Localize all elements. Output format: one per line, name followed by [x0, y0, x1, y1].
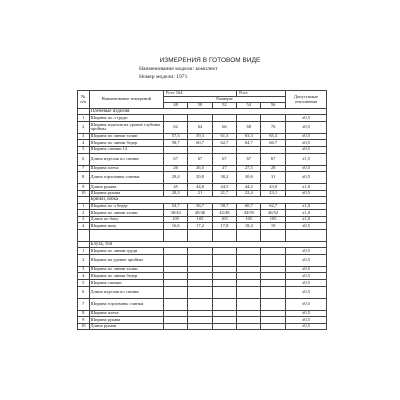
size-value [163, 147, 187, 154]
tolerance-value: ±0,5 [285, 121, 326, 133]
header-name: Наименование измерений [89, 91, 163, 109]
tolerance-value: ±0,5 [285, 223, 326, 230]
measurement-name: Ширина спинки 14 [89, 147, 163, 154]
size-value [188, 147, 212, 154]
table-row [78, 266, 327, 273]
size-value [212, 266, 236, 273]
size-value [212, 280, 236, 287]
size-value: 105 [237, 216, 261, 223]
size-value: 46/52 [261, 210, 285, 217]
row-number: 4 [78, 140, 90, 147]
size-value [188, 310, 212, 317]
measurement-name: Длина по боку [89, 216, 163, 223]
table-body [78, 109, 327, 330]
table-row [78, 140, 327, 147]
table-row [78, 280, 327, 287]
size-value: 67 [261, 153, 285, 165]
size-value [163, 254, 187, 266]
measurement-name: Ширина изделия на уровне глубины проймы [89, 121, 163, 133]
size-value [212, 115, 236, 122]
size-value [237, 248, 261, 255]
size-value: 23,1 [261, 190, 285, 197]
size-value: 38/44 [163, 210, 187, 217]
tolerance-value: ±0,5 [285, 310, 326, 317]
size-value [212, 310, 236, 317]
size-value: 57,3 [163, 133, 187, 140]
size-value [212, 254, 236, 266]
size-value [163, 286, 187, 298]
size-value: 67 [212, 153, 236, 165]
size-value: 43,9 [261, 184, 285, 191]
size-value: 19 [261, 223, 285, 230]
row-number: 9 [78, 317, 90, 324]
tolerance-value: ±1,5 [285, 153, 326, 165]
tolerance-value: ±0,5 [285, 317, 326, 324]
row-number: 5 [78, 280, 90, 287]
size-value [261, 273, 285, 280]
tolerance-value: ±0,5 [285, 190, 326, 197]
model-name-line: Наименование модели: комплект [139, 66, 218, 72]
size-value: 60,7 [188, 140, 212, 147]
table-row [78, 203, 327, 210]
table-row [78, 184, 327, 191]
size-value [163, 266, 187, 273]
size-value: 21,7 [212, 190, 236, 197]
table-row [78, 298, 327, 310]
tolerance-value: ±0,5 [285, 280, 326, 287]
measurement-name: Ширина по линии груди [89, 248, 163, 255]
size-value: 18,4 [237, 223, 261, 230]
table-row [78, 223, 327, 230]
size-value: 40/46 [188, 210, 212, 217]
size-value: 62,7 [212, 140, 236, 147]
size-value: 58,7 [212, 203, 236, 210]
measurement-name: Ширина спинки [89, 280, 163, 287]
table-row [78, 172, 327, 184]
table-row [78, 286, 327, 298]
row-number: 1 [78, 248, 90, 255]
row-number: 1 [78, 203, 90, 210]
size-value: 62 [163, 121, 187, 133]
row-number: 3 [78, 133, 90, 140]
size-value: 60,7 [237, 203, 261, 210]
size-value: 59,3 [188, 133, 212, 140]
table-row [78, 317, 327, 324]
measurement-name: Длина рукава [89, 184, 163, 191]
size-value: 44,5 [212, 184, 236, 191]
size-value [261, 286, 285, 298]
tolerance-value: ±0,5 [285, 172, 326, 184]
size-value: 29,4 [163, 172, 187, 184]
size-value: 17,2 [188, 223, 212, 230]
size-value: 17,8 [212, 223, 236, 230]
header-size: 48 [163, 103, 187, 109]
size-value: 105 [163, 216, 187, 223]
size-value [237, 266, 261, 273]
size-value [212, 147, 236, 154]
size-value [261, 248, 285, 255]
row-number: 3 [78, 216, 90, 223]
row-number: 2 [78, 121, 90, 133]
row-number: 4 [78, 273, 90, 280]
measurement-name: Длина изделия по спинке [89, 153, 163, 165]
size-value [237, 254, 261, 266]
size-value: 62,7 [261, 203, 285, 210]
row-number: 7 [78, 298, 90, 310]
measurement-name: Длина изделия по спинке [89, 286, 163, 298]
measurement-name: Длина рукава [89, 323, 163, 330]
size-value: 26 [163, 165, 187, 172]
measurement-name: Ширина рукава [89, 317, 163, 324]
size-value [212, 317, 236, 324]
size-value [188, 273, 212, 280]
size-value: 44,2 [237, 184, 261, 191]
row-number: 10 [78, 323, 90, 330]
table-row [78, 147, 327, 154]
measurement-name: Ширина плеча [89, 310, 163, 317]
size-value: 68 [237, 121, 261, 133]
table-row [78, 121, 327, 133]
size-value [188, 248, 212, 255]
size-value: 45 [163, 184, 187, 191]
section-title: Брюки, юбка [89, 197, 326, 203]
size-value: 44/50 [237, 210, 261, 217]
size-value [163, 248, 187, 255]
size-value [212, 286, 236, 298]
size-value: 61,3 [212, 133, 236, 140]
header-size: 52 [212, 103, 236, 109]
size-value: 27,5 [237, 165, 261, 172]
header-height-1: Рост 164 [163, 91, 236, 97]
size-value [237, 273, 261, 280]
size-value [261, 254, 285, 266]
table-row [78, 133, 327, 140]
size-value [261, 323, 285, 330]
size-value [188, 323, 212, 330]
row-number: 8 [78, 310, 90, 317]
size-value: 31 [261, 172, 285, 184]
size-value: 30,6 [237, 172, 261, 184]
size-value [237, 147, 261, 154]
size-value: 54,7 [163, 203, 187, 210]
size-value: 26,5 [188, 165, 212, 172]
tolerance-value: ±0,5 [285, 266, 326, 273]
size-value: 22,4 [237, 190, 261, 197]
size-value: 64 [188, 121, 212, 133]
size-value: 66,7 [261, 140, 285, 147]
size-value [261, 266, 285, 273]
size-value: 67 [163, 153, 187, 165]
size-value [237, 286, 261, 298]
size-value: 27 [212, 165, 236, 172]
table-row [78, 323, 327, 330]
tolerance-value: ±0,5 [285, 273, 326, 280]
row-number: 2 [78, 210, 90, 217]
measurement-name: Ширина по линии талии [89, 210, 163, 217]
tolerance-value: ±0,5 [285, 254, 326, 266]
size-value: 105 [212, 216, 236, 223]
size-value: 63,3 [237, 133, 261, 140]
measurement-name: Ширина по л груди [89, 115, 163, 122]
measurements-table [77, 90, 327, 330]
size-value: 44,8 [188, 184, 212, 191]
table-row [78, 190, 327, 197]
tolerance-value: ±0,5 [285, 147, 326, 154]
size-value [261, 310, 285, 317]
size-value [261, 280, 285, 287]
size-value: 58,7 [163, 140, 187, 147]
section-title: Плечевые изделия [89, 109, 326, 115]
size-value: 105 [188, 216, 212, 223]
tolerance-value: ±0,5 [285, 133, 326, 140]
row-number: 9 [78, 184, 90, 191]
section-title: Блуза, топ [89, 242, 326, 248]
size-value [212, 323, 236, 330]
tolerance-value: ±0,5 [285, 323, 326, 330]
model-number-line: Номер модели: 1971 [139, 74, 188, 80]
size-value [188, 254, 212, 266]
size-value [237, 298, 261, 310]
measurement-name: Ширина рукава [89, 190, 163, 197]
measurement-name: Ширина по линии талии [89, 133, 163, 140]
table-row [78, 254, 327, 266]
row-number: 6 [78, 153, 90, 165]
row-number: 10 [78, 190, 90, 197]
tolerance-value: ±0,5 [285, 286, 326, 298]
size-value [188, 280, 212, 287]
size-value: 28 [261, 165, 285, 172]
size-value: 21 [188, 190, 212, 197]
size-value: 66 [212, 121, 236, 133]
size-value [237, 323, 261, 330]
tolerance-value: ±1,0 [285, 203, 326, 210]
row-number: 5 [78, 147, 90, 154]
measurement-name: Ширина низу [89, 223, 163, 230]
measurement-name: Ширина по л бедер [89, 203, 163, 210]
table-row [78, 153, 327, 165]
size-value: 20,3 [163, 190, 187, 197]
size-value [237, 310, 261, 317]
header-sizes-label: Размеры [163, 97, 285, 103]
size-value: 105 [261, 216, 285, 223]
table-row [78, 210, 327, 217]
size-value: 67 [237, 153, 261, 165]
size-value [163, 298, 187, 310]
row-number: 7 [78, 165, 90, 172]
table-row [78, 115, 327, 122]
header-size: 56 [261, 103, 285, 109]
table-row [78, 248, 327, 255]
tolerance-value: ±0,5 [285, 298, 326, 310]
row-number: 1 [78, 115, 90, 122]
header-size: 50 [188, 103, 212, 109]
tolerance-value: ±0,5 [285, 165, 326, 172]
row-number: 8 [78, 172, 90, 184]
size-value: 67 [188, 153, 212, 165]
size-value [188, 266, 212, 273]
table-row [78, 310, 327, 317]
size-value: 70 [261, 121, 285, 133]
document-title: ИЗМЕРЕНИЯ В ГОТОВОМ ВИДЕ [159, 57, 261, 64]
header-size: 54 [237, 103, 261, 109]
measurement-name: Ширина горловины спинки [89, 298, 163, 310]
size-value: 30,2 [212, 172, 236, 184]
size-value: 65,3 [261, 133, 285, 140]
tolerance-value: ±0,5 [285, 115, 326, 122]
size-value [163, 310, 187, 317]
size-value [261, 317, 285, 324]
size-value [188, 298, 212, 310]
size-value [237, 115, 261, 122]
size-value [261, 115, 285, 122]
row-number: 3 [78, 266, 90, 273]
tolerance-value: ±1,0 [285, 210, 326, 217]
row-number: 2 [78, 254, 90, 266]
size-value: 64,7 [237, 140, 261, 147]
size-value [188, 115, 212, 122]
header-height-2: Рост [237, 91, 286, 97]
header-tolerance: Допустимые отклонения [285, 91, 326, 109]
size-value [163, 323, 187, 330]
size-value [188, 286, 212, 298]
size-value [163, 273, 187, 280]
measurement-name: Ширина плеча [89, 165, 163, 172]
size-value [261, 147, 285, 154]
measurement-name: Ширина по линии талии [89, 266, 163, 273]
tolerance-value: ±1,0 [285, 184, 326, 191]
table-row [78, 273, 327, 280]
size-value [261, 298, 285, 310]
row-number: 6 [78, 286, 90, 298]
size-value [212, 298, 236, 310]
tolerance-value: ±0,5 [285, 140, 326, 147]
size-value [163, 280, 187, 287]
size-value: 16,6 [163, 223, 187, 230]
blank-row [78, 230, 327, 242]
size-value [188, 317, 212, 324]
table-row [78, 165, 327, 172]
size-value [237, 317, 261, 324]
size-value [212, 273, 236, 280]
size-value: 29,8 [188, 172, 212, 184]
size-value [212, 248, 236, 255]
row-number: 4 [78, 223, 90, 230]
measurement-name: Длина горловины спинки [89, 172, 163, 184]
measurement-name: Ширина по линии бедер [89, 140, 163, 147]
size-value [163, 317, 187, 324]
size-value [163, 115, 187, 122]
measurement-name: Ширина на уровне проймы [89, 254, 163, 266]
size-value [237, 280, 261, 287]
size-value: 42/48 [212, 210, 236, 217]
tolerance-value: ±0,5 [285, 248, 326, 255]
header-num: № п/п [78, 91, 90, 109]
measurement-name: Ширина по линии бедер [89, 273, 163, 280]
size-value: 56,7 [188, 203, 212, 210]
tolerance-value: ±1,0 [285, 216, 326, 223]
table-row [78, 216, 327, 223]
